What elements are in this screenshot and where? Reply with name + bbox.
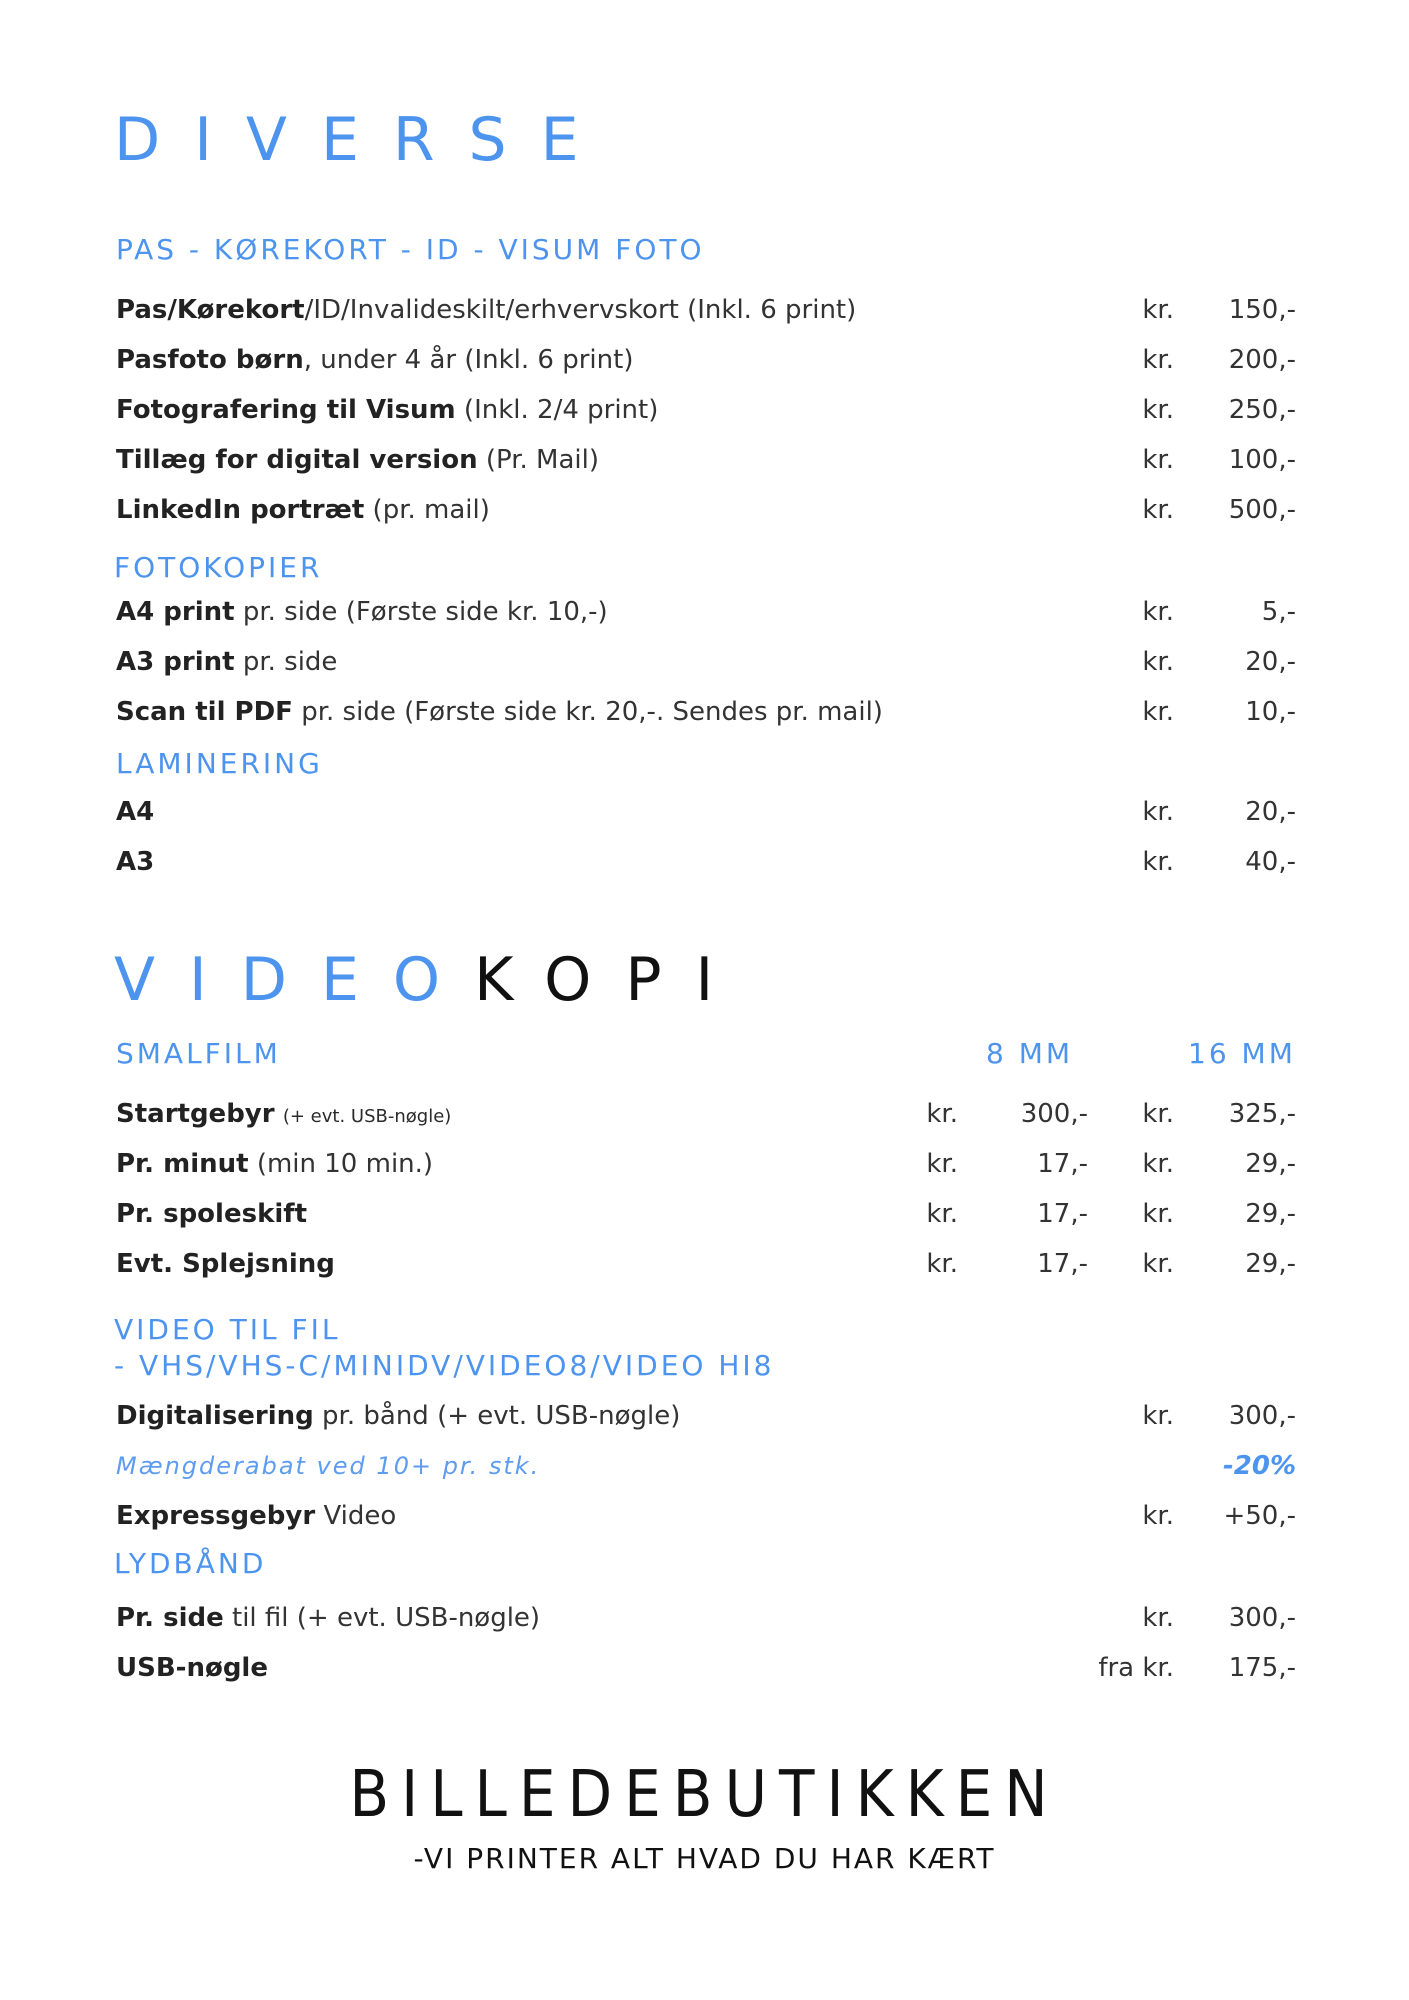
currency-16mm: kr. bbox=[1142, 1099, 1174, 1129]
price-row bbox=[116, 1244, 1296, 1284]
price-8mm: 17,- bbox=[1037, 1249, 1088, 1279]
price: 150,- bbox=[1228, 295, 1296, 325]
currency: kr. bbox=[1142, 295, 1174, 325]
currency-16mm: kr. bbox=[1142, 1199, 1174, 1229]
item-detail: (Pr. Mail) bbox=[477, 445, 599, 475]
currency: kr. bbox=[1142, 345, 1174, 375]
item-detail: (pr. mail) bbox=[364, 495, 490, 525]
item-name: A4 bbox=[116, 797, 155, 827]
item-detail: pr. bånd (+ evt. USB-nøgle) bbox=[313, 1401, 681, 1431]
item-name: LinkedIn portræt bbox=[116, 495, 365, 525]
price: 10,- bbox=[1245, 697, 1296, 727]
item-name: USB-nøgle bbox=[116, 1653, 268, 1683]
videokopi-title bbox=[114, 945, 748, 1015]
currency-8mm: kr. bbox=[926, 1149, 958, 1179]
currency: kr. bbox=[1142, 847, 1174, 877]
discount-value: -20% bbox=[1222, 1451, 1296, 1481]
item-name: A4 print bbox=[116, 597, 235, 627]
price-row bbox=[116, 1496, 1296, 1536]
price: 200,- bbox=[1228, 345, 1296, 375]
price: 5,- bbox=[1261, 597, 1296, 627]
currency: kr. bbox=[1142, 1501, 1174, 1531]
price-row bbox=[116, 692, 1296, 732]
price: 250,- bbox=[1228, 395, 1296, 425]
price-row bbox=[116, 340, 1296, 380]
currency: kr. bbox=[1142, 445, 1174, 475]
currency-8mm: kr. bbox=[926, 1199, 958, 1229]
section-subheading-formats: - VHS/VHS-C/MINIDV/VIDEO8/VIDEO HI8 bbox=[114, 1349, 775, 1382]
price-8mm: 17,- bbox=[1037, 1199, 1088, 1229]
currency-16mm: kr. bbox=[1142, 1249, 1174, 1279]
item-detail: pr. side (Første side kr. 20,-. Sendes pr. mail) bbox=[292, 697, 883, 727]
currency: kr. bbox=[1142, 395, 1174, 425]
currency: kr. bbox=[1142, 495, 1174, 525]
item-name: Tillæg for digital version bbox=[116, 445, 478, 475]
section-heading-pas: PAS - KØREKORT - ID - VISUM FOTO bbox=[116, 233, 705, 266]
brand-tagline: -VI PRINTER ALT HVAD DU HAR KÆRT bbox=[413, 1842, 996, 1875]
price: +50,- bbox=[1223, 1501, 1296, 1531]
item-name: Scan til PDF bbox=[116, 697, 293, 727]
item-detail: (Inkl. 2/4 print) bbox=[455, 395, 659, 425]
item-detail: til fil (+ evt. USB-nøgle) bbox=[223, 1603, 541, 1633]
price-row bbox=[116, 1648, 1296, 1688]
discount-row bbox=[116, 1446, 1296, 1486]
price-row bbox=[116, 490, 1296, 530]
price-8mm: 17,- bbox=[1037, 1149, 1088, 1179]
volume-discount-note: Mængderabat ved 10+ pr. stk. bbox=[116, 1452, 541, 1480]
price: 40,- bbox=[1245, 847, 1296, 877]
price-16mm: 29,- bbox=[1245, 1199, 1296, 1229]
price-row bbox=[116, 1396, 1296, 1436]
section-heading-fotokopier: FOTOKOPIER bbox=[114, 551, 323, 584]
item-detail: pr. side bbox=[234, 647, 338, 677]
price-row bbox=[116, 642, 1296, 682]
item-name: Pr. side bbox=[116, 1603, 224, 1633]
item-name: Startgebyr bbox=[116, 1099, 275, 1129]
section-heading-smalfilm: SMALFILM bbox=[116, 1037, 281, 1070]
price: 20,- bbox=[1245, 797, 1296, 827]
price: 175,- bbox=[1228, 1653, 1296, 1683]
diverse-title: DIVERSE bbox=[114, 105, 613, 175]
price-row bbox=[116, 592, 1296, 632]
currency: kr. bbox=[1142, 597, 1174, 627]
price-16mm: 29,- bbox=[1245, 1249, 1296, 1279]
item-name: Pr. spoleskift bbox=[116, 1199, 308, 1229]
currency: fra kr. bbox=[1098, 1653, 1174, 1683]
currency: kr. bbox=[1142, 797, 1174, 827]
price-row bbox=[116, 1194, 1296, 1234]
item-name: Pasfoto børn bbox=[116, 345, 304, 375]
column-header-8mm: 8 MM bbox=[986, 1037, 1074, 1070]
item-name: Pr. minut bbox=[116, 1149, 249, 1179]
price-16mm: 325,- bbox=[1228, 1099, 1296, 1129]
currency: kr. bbox=[1142, 697, 1174, 727]
item-detail: , under 4 år (Inkl. 6 print) bbox=[303, 345, 634, 375]
item-note: (+ evt. USB-nøgle) bbox=[282, 1106, 452, 1127]
section-heading-video-til-fil: VIDEO TIL FIL bbox=[114, 1313, 341, 1346]
price-row bbox=[116, 1598, 1296, 1638]
currency-16mm: kr. bbox=[1142, 1149, 1174, 1179]
price-8mm: 300,- bbox=[1020, 1099, 1088, 1129]
item-name: Expressgebyr bbox=[116, 1501, 316, 1531]
item-name: Digitalisering bbox=[116, 1401, 314, 1431]
item-name: A3 bbox=[116, 847, 155, 877]
price-16mm: 29,- bbox=[1245, 1149, 1296, 1179]
item-name: Pas/Kørekort bbox=[116, 295, 305, 325]
price: 300,- bbox=[1228, 1401, 1296, 1431]
price-row bbox=[116, 1144, 1296, 1184]
price: 20,- bbox=[1245, 647, 1296, 677]
currency-8mm: kr. bbox=[926, 1099, 958, 1129]
currency-8mm: kr. bbox=[926, 1249, 958, 1279]
price-row bbox=[116, 1094, 1296, 1134]
price-row bbox=[116, 792, 1296, 832]
price: 500,- bbox=[1228, 495, 1296, 525]
price: 100,- bbox=[1228, 445, 1296, 475]
videokopi-title-kopi: KOPI bbox=[474, 945, 748, 1015]
item-name: Evt. Splejsning bbox=[116, 1249, 335, 1279]
item-name: Fotografering til Visum bbox=[116, 395, 456, 425]
item-name: A3 print bbox=[116, 647, 235, 677]
section-heading-laminering: LAMINERING bbox=[116, 747, 323, 780]
item-detail: Video bbox=[315, 1501, 397, 1531]
price-row bbox=[116, 290, 1296, 330]
section-heading-lydbaand: LYDBÅND bbox=[114, 1547, 267, 1580]
price-row bbox=[116, 390, 1296, 430]
price-row bbox=[116, 842, 1296, 882]
currency: kr. bbox=[1142, 647, 1174, 677]
price: 300,- bbox=[1228, 1603, 1296, 1633]
item-detail: pr. side (Første side kr. 10,-) bbox=[234, 597, 608, 627]
brand-logo: BILLEDEBUTIKKEN bbox=[349, 1756, 1060, 1832]
currency: kr. bbox=[1142, 1401, 1174, 1431]
currency: kr. bbox=[1142, 1603, 1174, 1633]
item-detail: (min 10 min.) bbox=[248, 1149, 434, 1179]
videokopi-title-video: VIDEO bbox=[114, 945, 475, 1015]
column-header-16mm: 16 MM bbox=[1188, 1037, 1296, 1070]
item-detail: /ID/Invalideskilt/erhvervskort (Inkl. 6 print) bbox=[304, 295, 857, 325]
price-row bbox=[116, 440, 1296, 480]
